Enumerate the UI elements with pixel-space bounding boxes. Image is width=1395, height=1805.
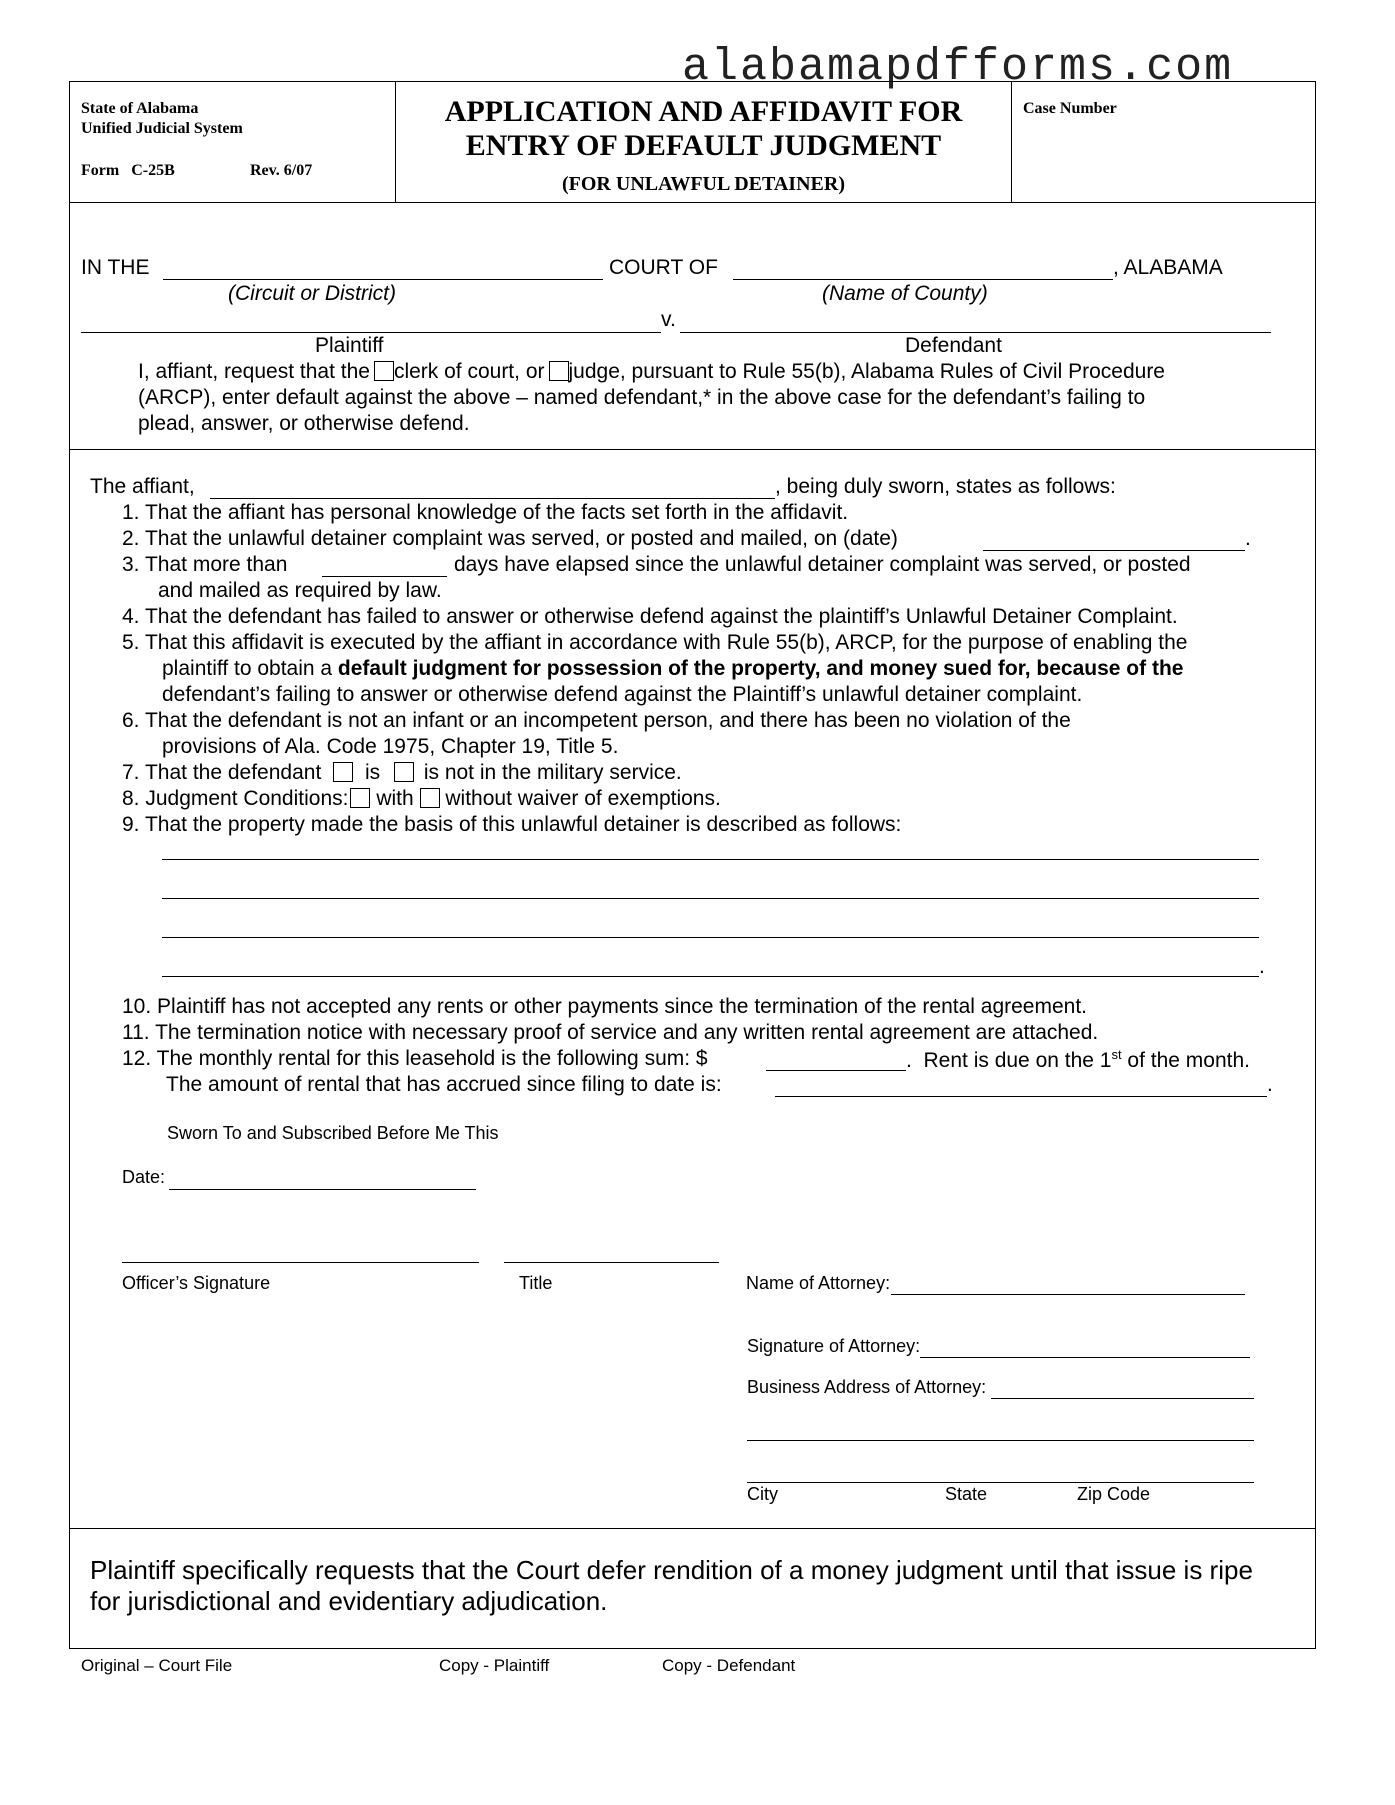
- item-8: [122, 787, 721, 811]
- attorney-address-field-2[interactable]: [747, 1440, 1254, 1441]
- judge-checkbox[interactable]: [549, 361, 569, 381]
- distribution-original: Original – Court File: [81, 1656, 233, 1675]
- item-10: 10. Plaintiff has not accepted any rents or other payments since the termination of the rental agreement.: [122, 995, 1088, 1018]
- item-12-period: .: [1267, 1073, 1273, 1096]
- attorney-signature-field[interactable]: [920, 1357, 1250, 1358]
- item-12-end: [906, 1047, 1250, 1073]
- without-waiver-checkbox[interactable]: [420, 788, 440, 808]
- sworn-statement: Sworn To and Subscribed Before Me This: [167, 1123, 499, 1143]
- property-description-line-4[interactable]: [162, 976, 1259, 977]
- of-the-month-text: of the month.: [1121, 1049, 1251, 1072]
- attorney-name-label: Name of Attorney:: [746, 1273, 891, 1293]
- court-type-field[interactable]: [163, 279, 603, 280]
- property-description-line-2[interactable]: [162, 898, 1259, 899]
- military-is-checkbox[interactable]: [333, 762, 353, 782]
- officer-signature-caption: Officer’s Signature: [122, 1273, 271, 1293]
- header-divider-right: [1011, 81, 1012, 203]
- item-5-bold-text: default judgment for possession of the property, and money sued for, because of the: [337, 657, 1184, 680]
- clerk-label: clerk of court, or: [393, 360, 545, 383]
- item-8-text: 8. Judgment Conditions:: [122, 787, 349, 810]
- days-elapsed-field[interactable]: [322, 576, 447, 577]
- defendant-caption: Defendant: [905, 334, 1002, 357]
- item-5-line2: [162, 657, 1183, 681]
- item-9: 9. That the property made the basis of this unlawful detainer is described as follows:: [122, 813, 902, 836]
- item-11: 11. The termination notice with necessary proof of service and any written rental agreement are attached.: [122, 1021, 1099, 1044]
- request-line2: (ARCP), enter default against the above – named defendant,* in the above case for the defendant’s failing to: [138, 386, 1146, 409]
- attorney-name-field[interactable]: [891, 1294, 1245, 1295]
- accrued-rent-field[interactable]: [775, 1096, 1267, 1097]
- form-number: Form C-25B: [81, 162, 175, 179]
- alabama-label: , ALABAMA: [1113, 256, 1223, 279]
- item-12-accrued: The amount of rental that has accrued since filing to date is:: [166, 1073, 722, 1096]
- distribution-copy-defendant: Copy - Defendant: [662, 1656, 796, 1675]
- attorney-signature-label: Signature of Attorney:: [747, 1336, 921, 1356]
- form-title-line1: APPLICATION AND AFFIDAVIT FOR: [444, 95, 963, 128]
- in-the-label: IN THE: [81, 256, 150, 279]
- with-waiver-checkbox[interactable]: [350, 788, 370, 808]
- circuit-or-district-caption: (Circuit or District): [228, 282, 396, 305]
- request-line3: plead, answer, or otherwise defend.: [138, 412, 470, 435]
- item-2: 2. That the unlawful detainer complaint was served, or posted and mailed, on (date): [122, 527, 898, 550]
- form-title-line2: ENTRY OF DEFAULT JUDGMENT: [465, 129, 942, 162]
- case-number-label: Case Number: [1023, 100, 1117, 117]
- court-section-rule: [69, 449, 1316, 450]
- with-label: with: [376, 787, 414, 810]
- county-caption: (Name of County): [822, 282, 988, 305]
- attorney-address-label: Business Address of Attorney:: [747, 1377, 987, 1397]
- affiant-name-field[interactable]: [210, 498, 775, 499]
- attorney-address-field-1[interactable]: [991, 1398, 1254, 1399]
- system-name: Unified Judicial System: [81, 120, 243, 137]
- is-label: is: [364, 761, 381, 784]
- item-6-line2: provisions of Ala. Code 1975, Chapter 19, Title 5.: [162, 735, 619, 758]
- affiant-intro-start: The affiant,: [90, 475, 195, 498]
- item-4: 4. That the defendant has failed to answer or otherwise defend against the plaintiff’s Unlawful Detainer Complaint.: [122, 605, 1178, 628]
- item-7-text: 7. That the defendant: [122, 761, 322, 784]
- item-3-end: days have elapsed since the unlawful detainer complaint was served, or posted: [454, 553, 1191, 576]
- officer-signature-field[interactable]: [122, 1262, 479, 1263]
- plaintiff-caption: Plaintiff: [315, 334, 384, 357]
- county-field[interactable]: [733, 279, 1113, 280]
- zip-code-caption: Zip Code: [1077, 1484, 1151, 1504]
- military-is-not-checkbox[interactable]: [394, 762, 414, 782]
- item-5-line3: defendant’s failing to answer or otherwise defend against the Plaintiff’s unlawful detainer complaint.: [162, 683, 1083, 706]
- judge-label: judge, pursuant to Rule 55(b), Alabama Rules of Civil Procedure: [568, 360, 1165, 383]
- rent-due-text: . Rent is due on the 1: [906, 1049, 1112, 1072]
- item-3-continuation: and mailed as required by law.: [158, 579, 442, 602]
- request-text-start: I, affiant, request that the: [138, 360, 370, 383]
- state-name: State of Alabama: [81, 100, 199, 117]
- case-number-field[interactable]: [1020, 124, 1310, 194]
- distribution-copy-plaintiff: Copy - Plaintiff: [439, 1656, 550, 1675]
- sworn-date-field[interactable]: [169, 1189, 476, 1190]
- property-description-line-1[interactable]: [162, 859, 1259, 860]
- item-3-start: 3. That more than: [122, 553, 288, 576]
- item-5-line1: 5. That this affidavit is executed by the affiant in accordance with Rule 55(b), ARCP, for the purpose of enabling the: [122, 631, 1188, 654]
- form-frame: [69, 81, 1316, 1649]
- monthly-rent-field[interactable]: [766, 1070, 906, 1071]
- clerk-checkbox[interactable]: [374, 361, 394, 381]
- statement-section-rule: [69, 1528, 1316, 1529]
- deferral-statement-line2: for jurisdictional and evidentiary adjudication.: [90, 1586, 608, 1616]
- service-date-field[interactable]: [983, 550, 1245, 551]
- request-line1: [138, 360, 1165, 384]
- officer-title-field[interactable]: [504, 1262, 719, 1263]
- state-caption: State: [945, 1484, 988, 1504]
- watermark: alabamapdfforms.com: [682, 42, 1234, 93]
- affiant-intro-end: , being duly sworn, states as follows:: [775, 475, 1116, 498]
- versus-label: v.: [661, 308, 676, 331]
- court-of-label: COURT OF: [609, 256, 718, 279]
- item-12-start: 12. The monthly rental for this leasehold is the following sum: $: [122, 1047, 708, 1070]
- item-6-line1: 6. That the defendant is not an infant or an incompetent person, and there has been no violation of the: [122, 709, 1071, 732]
- officer-title-caption: Title: [519, 1273, 553, 1293]
- item-5-normal-text: plaintiff to obtain a: [162, 657, 338, 680]
- date-label: Date:: [122, 1167, 166, 1187]
- form-subtitle: (FOR UNLAWFUL DETAINER): [562, 173, 845, 195]
- form-revision: Rev. 6/07: [250, 162, 313, 179]
- without-label: without waiver of exemptions.: [445, 787, 721, 810]
- plaintiff-name-field[interactable]: [81, 332, 661, 333]
- item-1: 1. That the affiant has personal knowledge of the facts set forth in the affidavit.: [122, 501, 849, 524]
- header-bottom-rule: [69, 202, 1316, 203]
- ordinal-suffix: st: [1111, 1047, 1122, 1062]
- is-not-label: is not in the military service.: [423, 761, 682, 784]
- defendant-name-field[interactable]: [680, 332, 1271, 333]
- attorney-city-state-zip-field[interactable]: [747, 1482, 1254, 1483]
- property-description-line-3[interactable]: [162, 937, 1259, 938]
- deferral-statement-line1: Plaintiff specifically requests that the Court defer rendition of a money judgment until that issue is ripe: [90, 1555, 1253, 1585]
- item-7: [122, 761, 682, 785]
- city-caption: City: [747, 1484, 778, 1504]
- item-2-period: .: [1245, 527, 1251, 550]
- item-9-period: .: [1259, 955, 1265, 978]
